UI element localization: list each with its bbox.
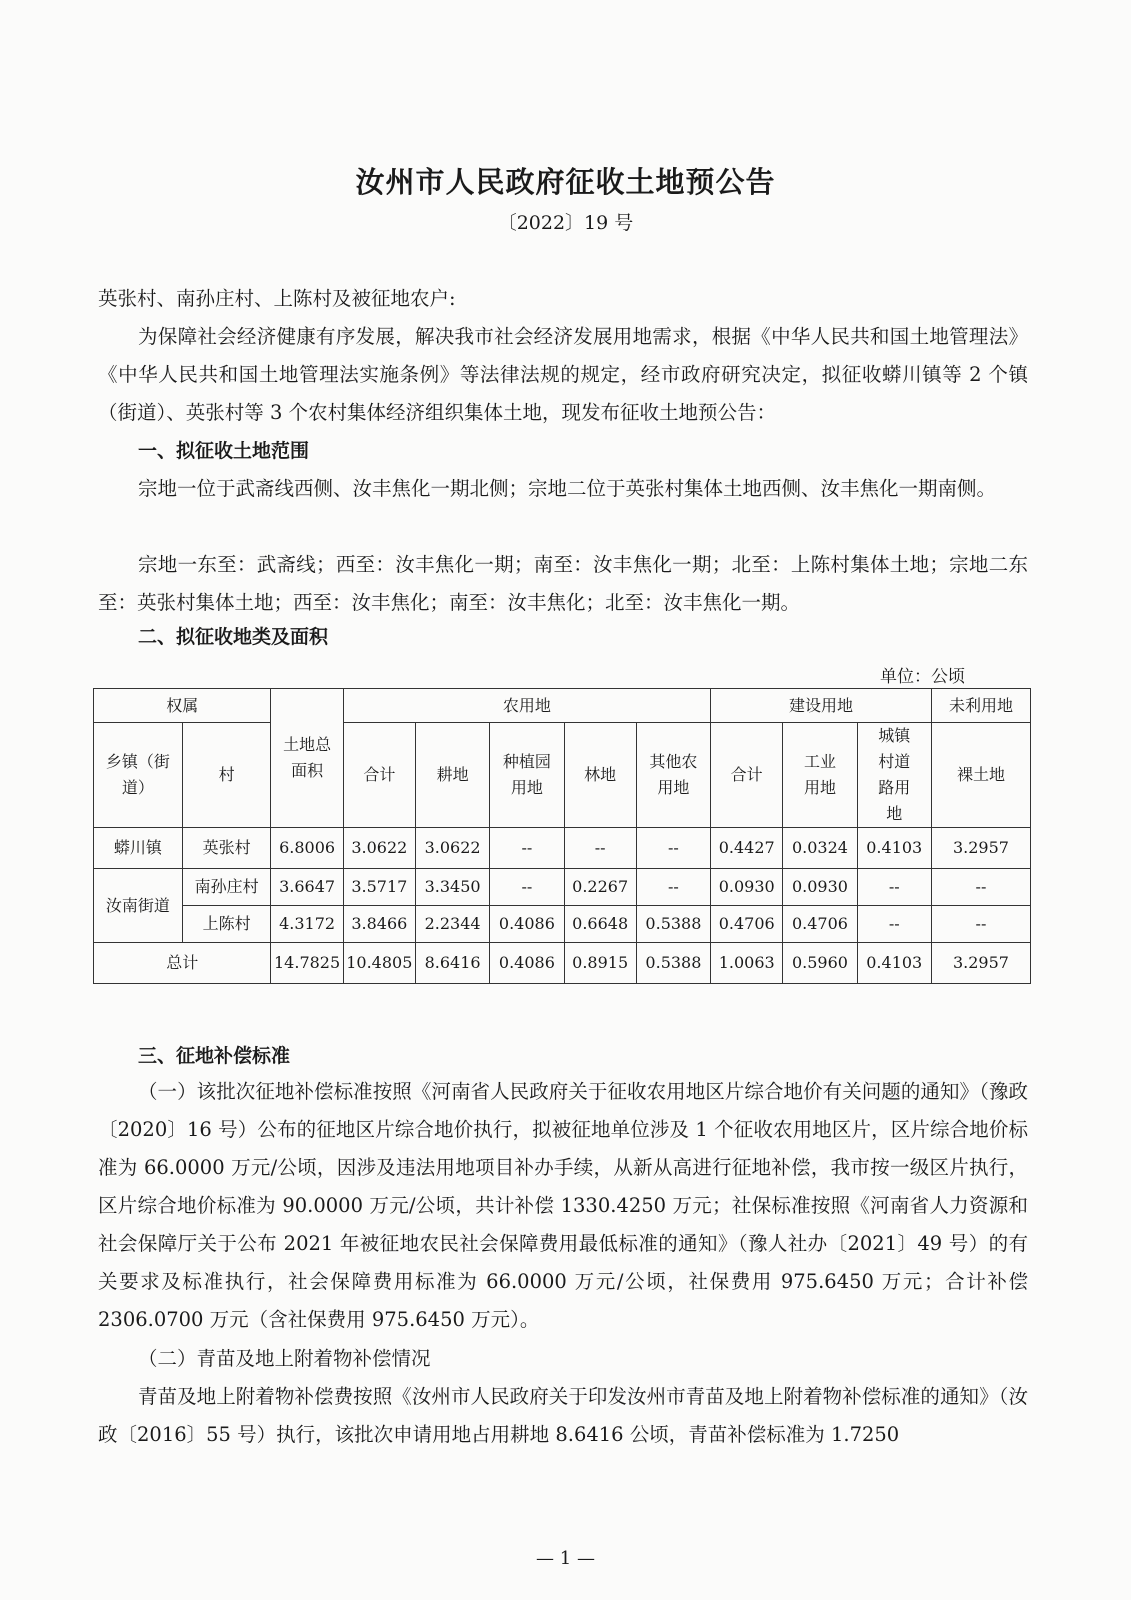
section1-paragraph-1: 宗地一位于武斋线西侧、汝丰焦化一期北侧；宗地二位于英张村集体土地西侧、汝丰焦化一期南侧。: [138, 477, 997, 500]
village-cell: 英张村: [182, 828, 271, 869]
total-value-cell: 10.4805: [343, 943, 415, 984]
value-cell: --: [857, 869, 931, 906]
header-construction-land: 建设用地: [711, 689, 932, 723]
value-cell: 3.0622: [343, 828, 415, 869]
header-farmland: 耕地: [415, 723, 489, 828]
value-cell: --: [490, 869, 564, 906]
section1-paragraph-2: 宗地一东至：武斋线；西至：汝丰焦化一期；南至：汝丰焦化一期；北至：上陈村集体土地；宗地二东至：英张村集体土地；西至：汝丰焦化；南至：汝丰焦化；北至：汝丰焦化一期。: [98, 553, 1028, 614]
table-row: [94, 906, 1031, 943]
total-value-cell: 14.7825: [271, 943, 343, 984]
value-cell: 3.5717: [343, 869, 415, 906]
total-value-cell: 0.8915: [564, 943, 636, 984]
town-cell: 汝南街道: [94, 869, 183, 943]
header-agri-subtotal: 合计: [343, 723, 415, 828]
value-cell: 0.4103: [857, 828, 931, 869]
page-number: — 1 —: [536, 1548, 595, 1569]
total-label: 总计: [94, 943, 271, 984]
section3-heading: 三、征地补偿标准: [138, 1045, 291, 1067]
header-total-area: 土地总面积: [271, 689, 343, 828]
header-town: 乡镇（街道）: [94, 723, 183, 828]
value-cell: 2.2344: [415, 906, 489, 943]
section3-paragraph-1: （一）该批次征地补偿标准按照《河南省人民政府关于征收农用地区片综合地价有关问题的通知》（豫政〔2020〕16 号）公布的征地区片综合地价执行，拟被征地单位涉及 1 个征收农用地区片，区片综合地价标准为 66.0000 万元/公顷，因涉及违法用地项目补办手续，从新从高进行征地补偿，我市按一级区片执行，区片综合地价标准为 90.0000 万元/公顷，共计补偿 1330.4250 万元；社保标准按照《河南省人力资源和社会保障厅关于公布 2021 年被征地农民社会保障费用最低标准的通知》（豫人社办〔2021〕49 号）的有关要求及标准执行，社会保障费用标准为 66.0000 万元/公顷，社保费用 975.6450 万元；合计补偿 2306.0700 万元（含社保费用 975.6450 万元）。: [98, 1080, 1028, 1331]
value-cell: 3.0622: [415, 828, 489, 869]
value-cell: --: [931, 869, 1030, 906]
section2-heading: 二、拟征收地类及面积: [138, 626, 329, 648]
section3-paragraph-2: 青苗及地上附着物补偿费按照《汝州市人民政府关于印发汝州市青苗及地上附着物补偿标准的通知》（汝政〔2016〕55 号）执行，该批次申请用地占用耕地 8.6416 公顷，青苗补偿标准为 1.7250: [98, 1385, 1028, 1446]
section3-subheading-2: （二）青苗及地上附着物补偿情况: [138, 1347, 431, 1370]
value-cell: 6.8006: [271, 828, 343, 869]
value-cell: 0.6648: [564, 906, 636, 943]
salutation: 英张村、南孙庄村、上陈村及被征地农户:: [98, 287, 456, 310]
total-value-cell: 1.0063: [711, 943, 783, 984]
value-cell: 0.0930: [783, 869, 857, 906]
header-other-agri: 其他农用地: [636, 723, 710, 828]
value-cell: 3.8466: [343, 906, 415, 943]
header-constr-subtotal: 合计: [711, 723, 783, 828]
value-cell: 0.5388: [636, 906, 710, 943]
value-cell: --: [857, 906, 931, 943]
village-cell: 上陈村: [182, 906, 271, 943]
total-value-cell: 0.4103: [857, 943, 931, 984]
header-industrial: 工业用地: [783, 723, 857, 828]
value-cell: --: [636, 828, 710, 869]
value-cell: --: [636, 869, 710, 906]
header-unused-land: 未利用地: [931, 689, 1030, 723]
total-value-cell: 8.6416: [415, 943, 489, 984]
total-value-cell: 0.5388: [636, 943, 710, 984]
value-cell: 0.4427: [711, 828, 783, 869]
value-cell: --: [490, 828, 564, 869]
value-cell: --: [931, 906, 1030, 943]
village-cell: 南孙庄村: [182, 869, 271, 906]
value-cell: 0.4706: [711, 906, 783, 943]
value-cell: 0.4086: [490, 906, 564, 943]
table-row: [94, 869, 1031, 906]
header-ownership: 权属: [94, 689, 271, 723]
unit-label: 单位：公顷: [880, 667, 965, 687]
header-plantation: 种植园用地: [490, 723, 564, 828]
header-village: 村: [182, 723, 271, 828]
value-cell: 0.4706: [783, 906, 857, 943]
document-title: 汝州市人民政府征收土地预公告: [355, 165, 776, 199]
table-row: [94, 828, 1031, 869]
document-number: 〔2022〕19 号: [497, 212, 634, 234]
table-total-row: [94, 943, 1031, 984]
value-cell: 0.2267: [564, 869, 636, 906]
value-cell: 3.3450: [415, 869, 489, 906]
value-cell: 4.3172: [271, 906, 343, 943]
value-cell: 3.2957: [931, 828, 1030, 869]
value-cell: 0.0930: [711, 869, 783, 906]
section1-heading: 一、拟征收土地范围: [138, 440, 310, 462]
land-area-table: [93, 688, 1031, 984]
header-road: 城镇村道路用地: [857, 723, 931, 828]
intro-paragraph: 为保障社会经济健康有序发展，解决我市社会经济发展用地需求，根据《中华人民共和国土地管理法》《中华人民共和国土地管理法实施条例》等法律法规的规定，经市政府研究决定，拟征收蟒川镇等 2 个镇（街道）、英张村等 3 个农村集体经济组织集体土地，现发布征收土地预公告：: [98, 325, 1028, 424]
value-cell: 0.0324: [783, 828, 857, 869]
total-value-cell: 0.4086: [490, 943, 564, 984]
header-agricultural-land: 农用地: [343, 689, 710, 723]
header-bare-land: 裸土地: [931, 723, 1030, 828]
total-value-cell: 3.2957: [931, 943, 1030, 984]
header-forest: 林地: [564, 723, 636, 828]
value-cell: --: [564, 828, 636, 869]
value-cell: 3.6647: [271, 869, 343, 906]
total-value-cell: 0.5960: [783, 943, 857, 984]
town-cell: 蟒川镇: [94, 828, 183, 869]
